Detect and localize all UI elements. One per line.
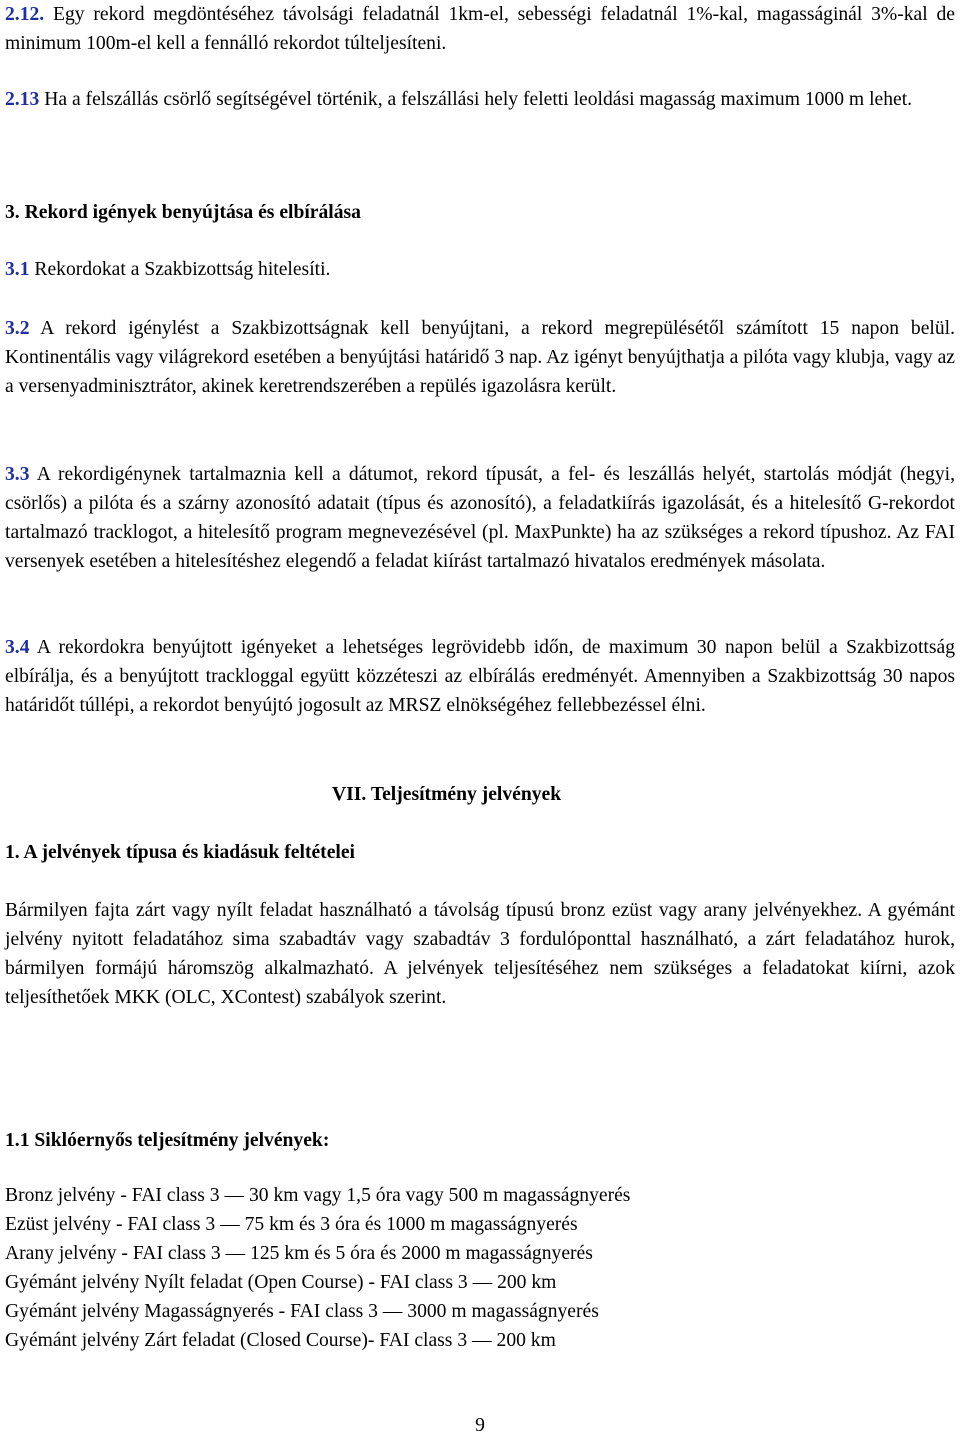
section-1-heading: 1. A jelvények típusa és kiadásuk feltételei <box>5 842 355 863</box>
badge-item-gyemant-zart: Gyémánt jelvény Zárt feladat (Closed Course)- FAI class 3 — 200 km <box>5 1330 556 1351</box>
paragraph-number: 3.3 <box>5 464 30 485</box>
paragraph-number: 3.1 <box>5 259 30 280</box>
chapter-heading: VII. Teljesítmény jelvények <box>332 784 562 805</box>
paragraph-number: 2.13 <box>5 89 40 110</box>
paragraph-number: 3.4 <box>5 637 30 658</box>
badge-item-ezust: Ezüst jelvény - FAI class 3 — 75 km és 3 óra és 1000 m magasságnyerés <box>5 1214 578 1235</box>
section-1-1-heading: 1.1 Siklóernyős teljesítmény jelvények: <box>5 1130 330 1151</box>
paragraph-3-1 <box>5 255 955 284</box>
page-number: 9 <box>475 1415 485 1436</box>
badge-item-gyemant-magassag: Gyémánt jelvény Magasságnyerés - FAI class 3 — 3000 m magasságnyerés <box>5 1301 599 1322</box>
paragraph-text: Ha a felszállás csörlő segítségével történik, a felszállási hely feletti leoldási magasság maximum 1000 m lehet. <box>44 89 913 110</box>
paragraph-text: A rekordokra benyújtott igényeket a lehetséges legrövidebb időn, de maximum 30 napon belül a Szakbizottság elbírálja, és a benyújtott trackloggal együtt közzéteszi az elbírálás eredményét. Amennyiben a Szakbizottság 30 napos határidőt túllépi, a rekordot benyújtó jogosult az MRSZ elnökségéhez fellebbezéssel élni. <box>5 637 955 716</box>
section-3-heading: 3. Rekord igények benyújtása és elbírálása <box>5 202 361 223</box>
paragraph-text: Egy rekord megdöntéséhez távolsági feladatnál 1km-el, sebességi feladatnál 1%-kal, magasságinál 3%-kal de minimum 100m-el kell a fennálló rekordot túlteljesíteni. <box>5 4 955 54</box>
paragraph-1-intro <box>5 896 955 1012</box>
paragraph-text: Rekordokat a Szakbizottság hitelesíti. <box>34 259 331 280</box>
paragraph-3-3 <box>5 460 955 576</box>
paragraph-2-12 <box>5 0 955 58</box>
paragraph-text: A rekordigénynek tartalmaznia kell a dátumot, rekord típusát, a fel- és leszállás helyét, startolás módját (hegyi, csörlős) a pilóta és a szárny azonosító adatait (típus és azonosító), a feladatkiírás igazolását, és a hitelesítő G-rekordot tartalmazó tracklogot, a hitelesítő program megnevezésével (pl. MaxPunkte) ha az szükséges a rekord típushoz. Az FAI versenyek esetében a hitelesítéshez elegendő a feladat kiírást tartalmazó hivatalos eredmények másolata. <box>5 464 955 572</box>
paragraph-number: 2.12. <box>5 4 45 25</box>
paragraph-3-4 <box>5 633 955 720</box>
paragraph-number: 3.2 <box>5 318 30 339</box>
paragraph-text: A rekord igénylést a Szakbizottságnak kell benyújtani, a rekord megrepülésétől számított 15 napon belül. Kontinentális vagy világrekord esetében a benyújtási határidő 3 nap. Az igényt benyújthatja a pilóta vagy klubja, vagy az a versenyadminisztrátor, akinek keretrendszerében a repülés igazolásra került. <box>5 318 956 397</box>
paragraph-3-2 <box>5 314 955 401</box>
paragraph-text: Bármilyen fajta zárt vagy nyílt feladat használható a távolság típusú bronz ezüst vagy arany jelvényekhez. A gyémánt jelvény nyitott feladatához sima szabadtáv vagy szabadtáv 3 fordulóponttal használható, a zárt feladatához hurok, bármilyen formájú háromszög alkalmazható. A jelvények teljesítéséhez nem szükséges a feladatokat kiírni, azok teljesíthetőek MKK (OLC, XContest) szabályok szerint. <box>5 900 955 1008</box>
badge-item-bronz: Bronz jelvény - FAI class 3 — 30 km vagy 1,5 óra vagy 500 m magasságnyerés <box>5 1185 631 1206</box>
badge-item-arany: Arany jelvény - FAI class 3 — 125 km és 5 óra és 2000 m magasságnyerés <box>5 1243 593 1264</box>
badge-item-gyemant-nyilt: Gyémánt jelvény Nyílt feladat (Open Course) - FAI class 3 — 200 km <box>5 1272 557 1293</box>
paragraph-2-13 <box>5 85 955 114</box>
